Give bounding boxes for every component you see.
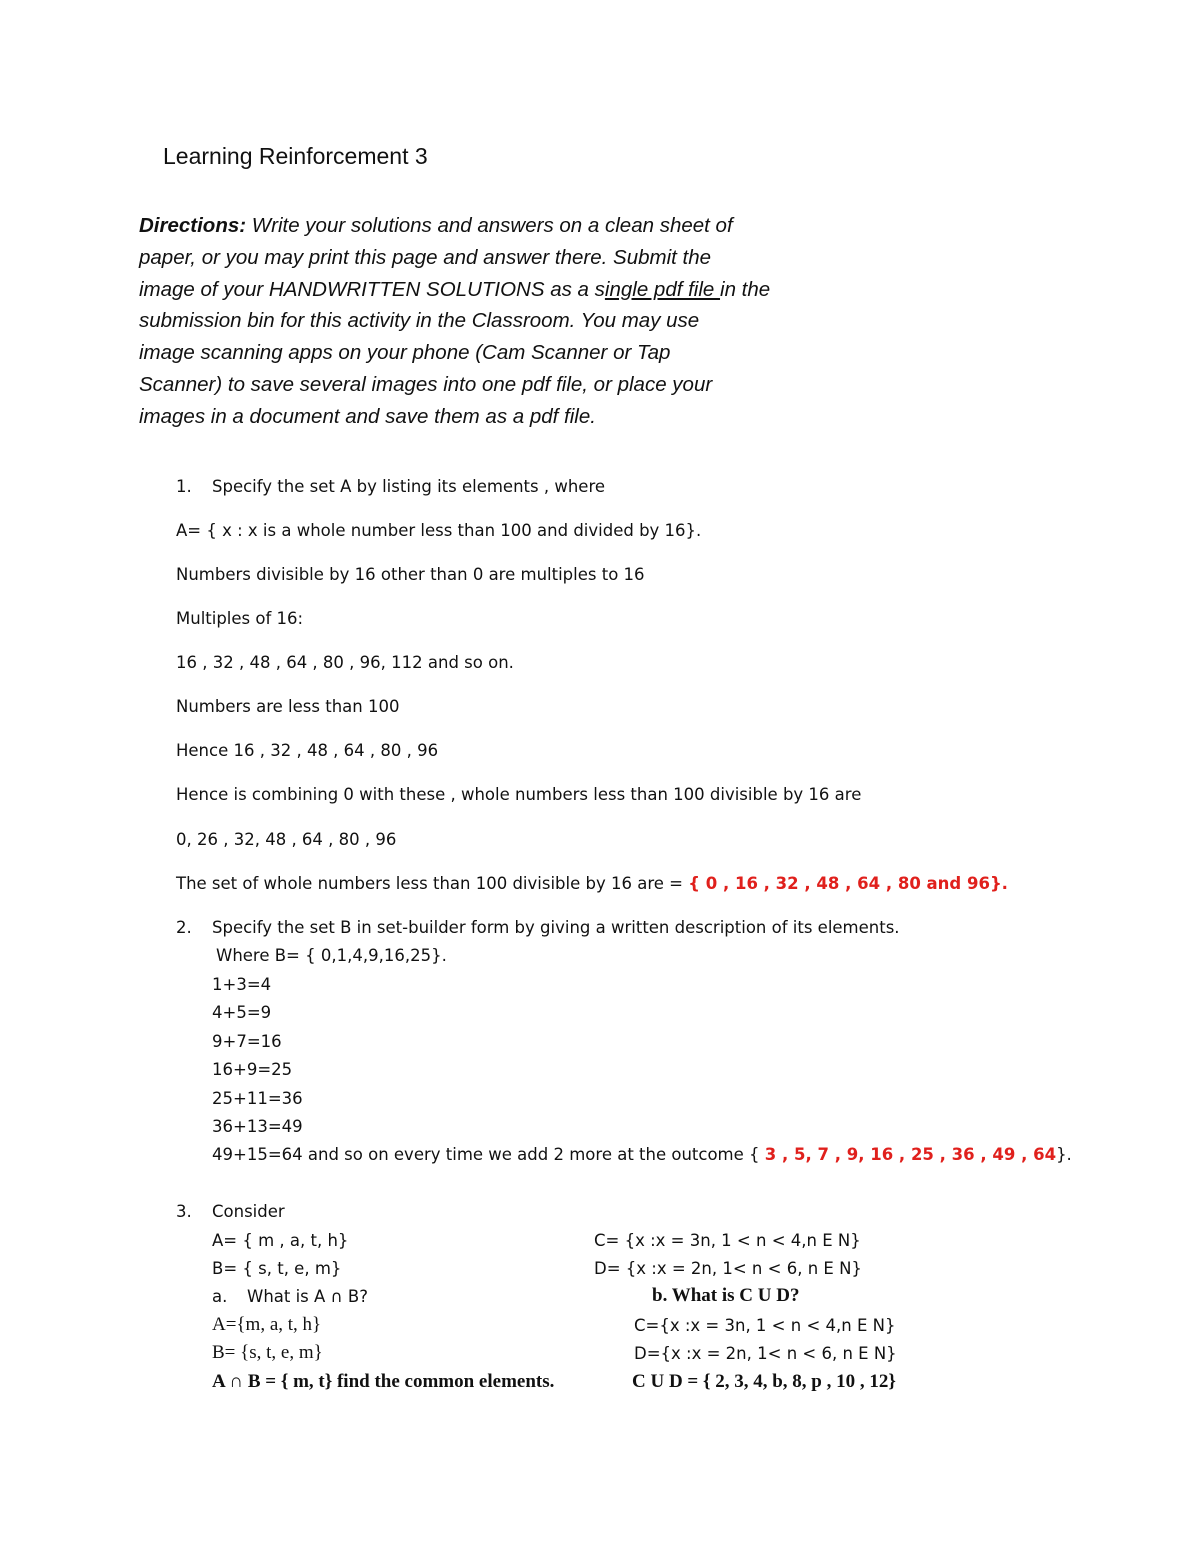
q3-set-d: D= {x :x = 2n, 1< n < 6, n E N} bbox=[594, 1259, 862, 1278]
q2-step: 36+13=49 bbox=[212, 1117, 303, 1136]
q1-line: 16 , 32 , 48 , 64 , 80 , 96, 112 and so on. bbox=[176, 653, 514, 672]
q3a-label: a. bbox=[212, 1287, 228, 1306]
directions-line-5: image scanning apps on your phone (Cam Scanner or Tap bbox=[139, 341, 671, 365]
q1-answer-set: { 0 , 16 , 32 , 48 , 64 , 80 and 96}. bbox=[688, 874, 1008, 893]
q1-line: Hence 16 , 32 , 48 , 64 , 80 , 96 bbox=[176, 741, 439, 760]
q3a-question: What is A ∩ B? bbox=[247, 1287, 368, 1306]
q1-number: 1. bbox=[176, 477, 192, 496]
q2-definition: Where B= { 0,1,4,9,16,25}. bbox=[216, 946, 447, 965]
q3-set-c: C= {x :x = 3n, 1 < n < 4,n E N} bbox=[594, 1231, 861, 1250]
q2-step: 4+5=9 bbox=[212, 1003, 272, 1022]
directions-line-4: submission bin for this activity in the Classroom. You may use bbox=[139, 309, 700, 333]
directions-line-3: image of your HANDWRITTEN SOLUTIONS as a single pdf file in the bbox=[139, 277, 771, 301]
q2-step: 25+11=36 bbox=[212, 1089, 303, 1108]
q3b-set-c: C={x :x = 3n, 1 < n < 4,n E N} bbox=[634, 1316, 896, 1335]
q3-set-a: A= { m , a, t, h} bbox=[212, 1231, 349, 1250]
q3a-set-b: B= {s, t, e, m} bbox=[212, 1342, 323, 1363]
q1-line: Hence is combining 0 with these , whole numbers less than 100 divisible by 16 are bbox=[176, 785, 862, 804]
directions-line-6: Scanner) to save several images into one pdf file, or place your bbox=[139, 372, 713, 396]
q2-step: 1+3=4 bbox=[212, 975, 272, 994]
q2-last-step: 49+15=64 and so on every time we add 2 more at the outcome { 3 , 5, 7 , 9, 16 , 25 , 36 , 49 , 64}. bbox=[212, 1145, 1072, 1164]
q3b-question: b. What is C U D? bbox=[652, 1285, 800, 1306]
q1-line: Numbers are less than 100 bbox=[176, 697, 400, 716]
q3-number: 3. bbox=[176, 1202, 192, 1221]
q1-line: 0, 26 , 32, 48 , 64 , 80 , 96 bbox=[176, 830, 397, 849]
q2-prompt: Specify the set B in set-builder form by giving a written description of its elements. bbox=[212, 918, 900, 937]
q1-prompt: Specify the set A by listing its elements , where bbox=[212, 477, 606, 496]
q3-prompt: Consider bbox=[212, 1202, 285, 1221]
q2-step: 9+7=16 bbox=[212, 1032, 282, 1051]
directions-line-1: Directions: Write your solutions and answers on a clean sheet of bbox=[139, 214, 733, 237]
q3a-set-a: A={m, a, t, h} bbox=[212, 1314, 322, 1335]
q2-number: 2. bbox=[176, 918, 192, 937]
directions-line-2: paper, or you may print this page and answer there. Submit the bbox=[139, 245, 712, 269]
q1-definition: A= { x : x is a whole number less than 100 and divided by 16}. bbox=[176, 521, 702, 540]
q1-answer: The set of whole numbers less than 100 divisible by 16 are = { 0 , 16 , 32 , 48 , 64 , 80 and 96}. bbox=[176, 874, 1008, 893]
directions-label: Directions: bbox=[139, 214, 247, 237]
q3b-answer: C U D = { 2, 3, 4, b, 8, p , 10 , 12} bbox=[632, 1371, 896, 1392]
directions-line-7: images in a document and save them as a pdf file. bbox=[139, 404, 596, 428]
q1-line: Multiples of 16: bbox=[176, 609, 304, 628]
underlined-text: ingle pdf file bbox=[604, 277, 721, 301]
q2-answer-set: 3 , 5, 7 , 9, 16 , 25 , 36 , 49 , 64 bbox=[764, 1145, 1057, 1164]
directions-paragraph bbox=[139, 210, 770, 433]
q3-set-b: B= { s, t, e, m} bbox=[212, 1259, 342, 1278]
q3b-set-d: D={x :x = 2n, 1< n < 6, n E N} bbox=[634, 1344, 897, 1363]
page-title: Learning Reinforcement 3 bbox=[163, 143, 428, 169]
q1-line: Numbers divisible by 16 other than 0 are multiples to 16 bbox=[176, 565, 645, 584]
q3a-answer: A ∩ B = { m, t} find the common elements. bbox=[212, 1371, 555, 1392]
q2-step: 16+9=25 bbox=[212, 1060, 293, 1079]
